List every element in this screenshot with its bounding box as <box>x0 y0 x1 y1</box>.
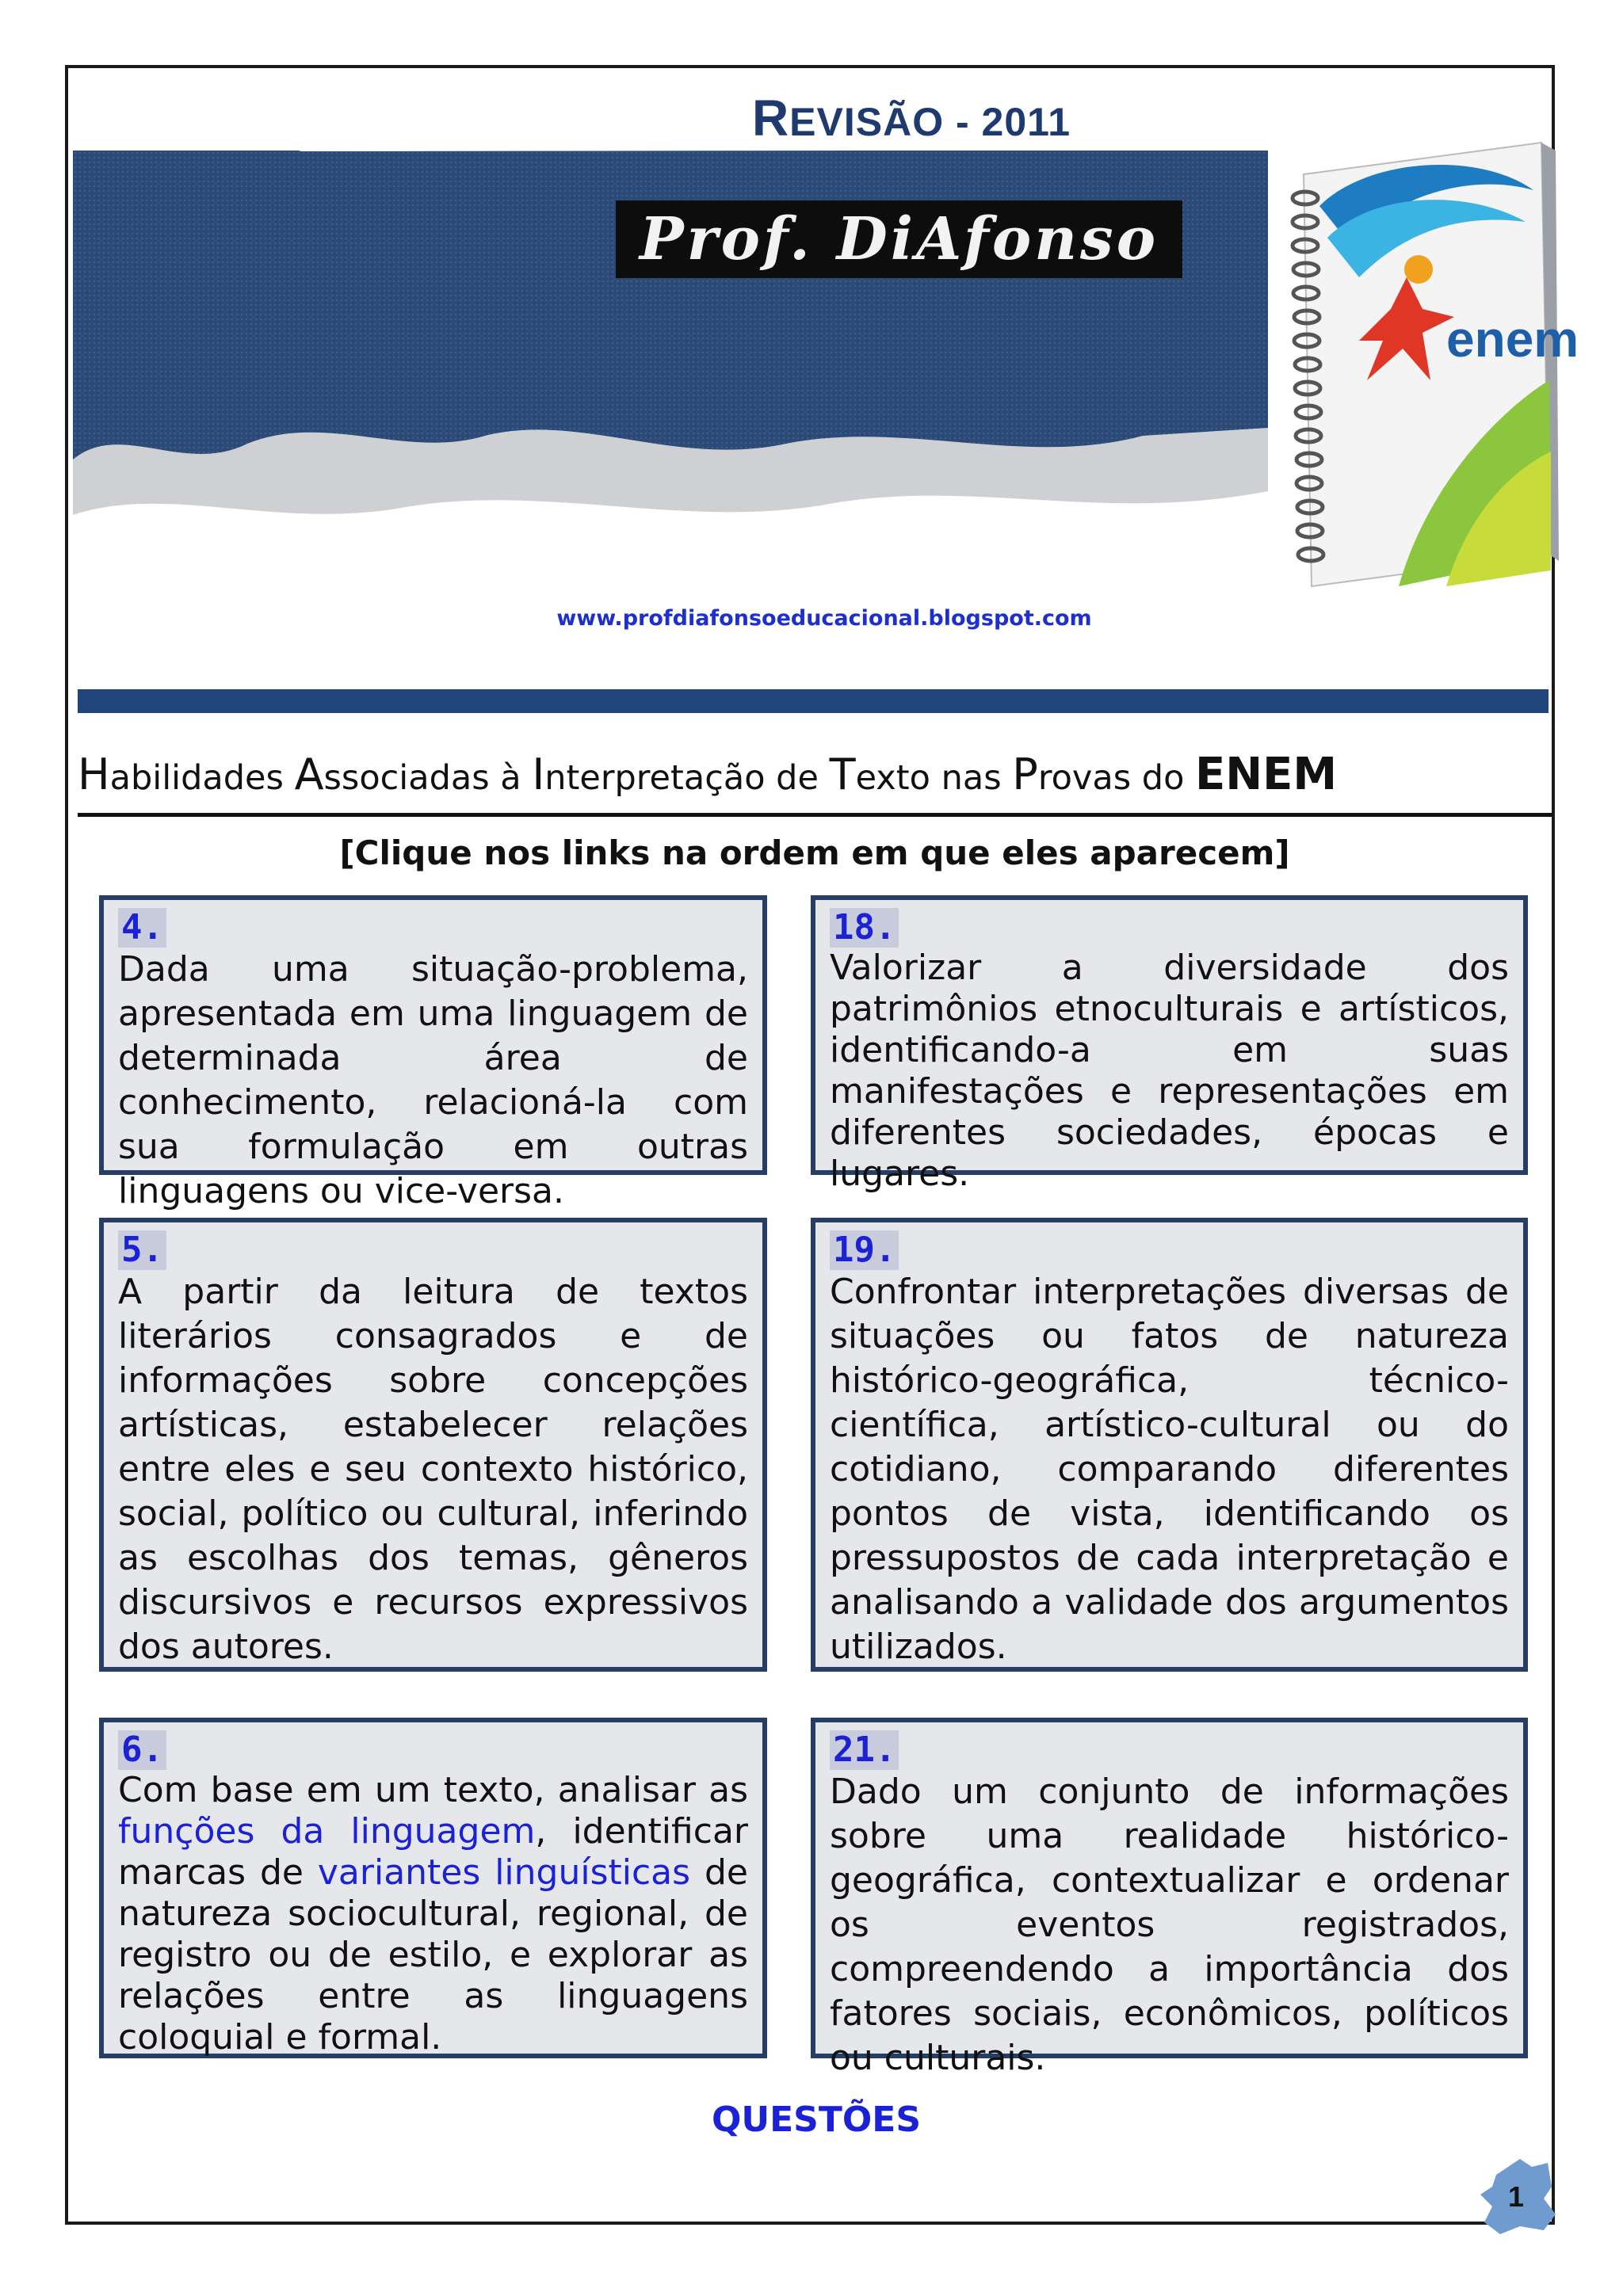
heading-rule <box>78 813 1552 817</box>
skill-number: 4. <box>118 908 166 948</box>
variantes-linguisticas-link[interactable]: variantes linguísticas <box>317 1852 691 1893</box>
page-title: REVISÃO - 2011 <box>751 90 1071 147</box>
skill-card-5 <box>99 1218 767 1672</box>
banner-wave <box>73 412 1268 610</box>
skill-card-6 <box>99 1718 767 2058</box>
signature-logo: Prof. DiAfonso <box>616 200 1182 278</box>
skill-text: Valorizar a diversidade dos patrimônios etnoculturais e artísticos, identificando-a em suas manifestações e representações em diferentes sociedades, épocas e lugares. <box>830 948 1509 1194</box>
skill-card-19 <box>811 1218 1528 1672</box>
funcoes-da-linguagem-link[interactable]: funções da linguagem <box>118 1811 536 1852</box>
skill-number: 6. <box>118 1730 166 1770</box>
skill-text: Dada uma situação-problema, apresentada em uma linguagem de determinada área de conhecimento, relacioná-la com sua formulação em outras linguagens ou vice-versa. <box>118 949 748 1211</box>
skill-card-4 <box>99 895 767 1211</box>
enem-book-brand: enem <box>1446 311 1579 368</box>
skill-text: A partir da leitura de textos literários consagrados e de informações sobre concepções artísticas, estabelecer relações entre eles e seu contexto histórico, social, político ou cultural, inferindo as escolhas dos temas, gêneros discursivos e recursos expressivos dos autores. <box>118 1272 748 1667</box>
instruction-subheading: [Clique nos links na ordem em que eles aparecem] <box>339 833 1290 872</box>
skill-card-18 <box>811 895 1528 1194</box>
skill-card-21 <box>811 1718 1528 2078</box>
questoes-link[interactable]: QUESTÕES <box>711 2100 922 2140</box>
skill-text: Confrontar interpretações diversas de situações ou fatos de natureza histórico-geográfica, técnico-científica, artístico-cultural ou do cotidiano, comparando diferentes pontos de vista, identificando os pressupostos de cada interpretação e analisando a validade dos argumentos utilizados. <box>830 1272 1509 1667</box>
section-heading: Habilidades Associadas à Interpretação de Texto nas Provas do ENEM <box>78 749 1338 800</box>
enem-book-image <box>1272 143 1579 586</box>
skill-text: Com base em um texto, analisar as funções da linguagem, identificar marcas de variantes linguísticas de natureza sociocultural, regional, de registro ou de estilo, e explorar as relações entre as linguagens coloquial e formal. <box>118 1770 748 2058</box>
skill-number: 18. <box>830 908 899 948</box>
skill-number: 21. <box>830 1730 899 1770</box>
skill-text: Dado um conjunto de informações sobre uma realidade histórico-geográfica, contextualizar e ordenar os eventos registrados, compreendendo a importância dos fatores sociais, econômicos, políticos ou culturais. <box>830 1772 1509 2078</box>
page-number: 1 <box>1507 2180 1525 2213</box>
header-divider-bar <box>78 689 1549 713</box>
blog-url-link[interactable]: www.profdiafonsoeducacional.blogspot.com <box>556 606 1092 631</box>
skill-number: 5. <box>118 1230 166 1270</box>
skill-number: 19. <box>830 1230 899 1270</box>
